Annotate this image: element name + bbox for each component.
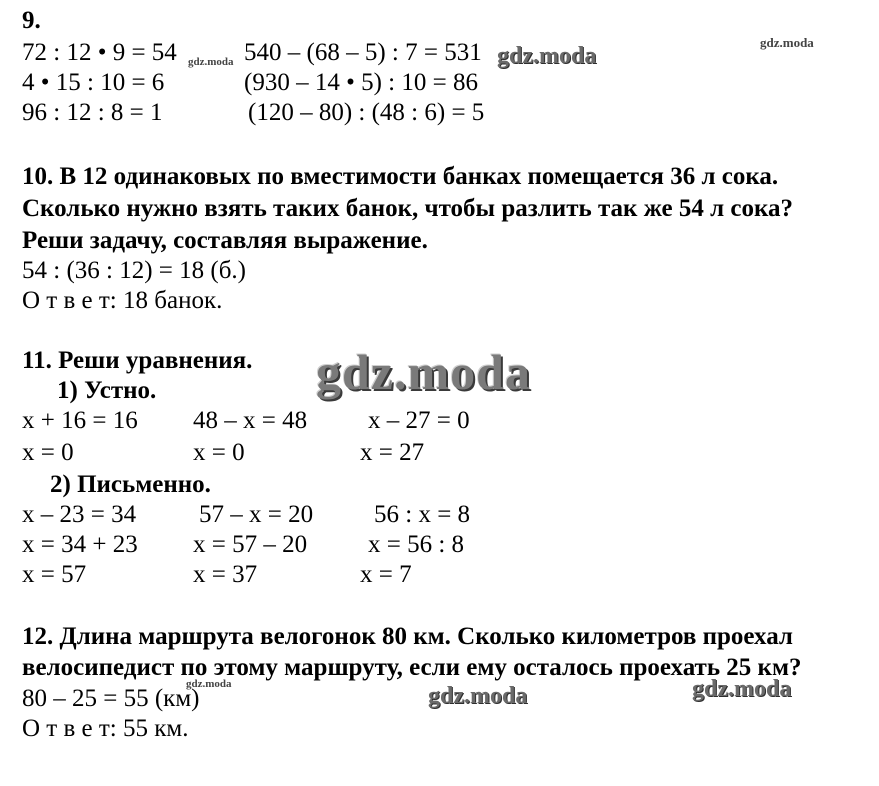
task12-question-line1: 12. Длина маршрута велогонок 80 км. Сколько километров проехал: [22, 623, 793, 650]
task11-p1-r2-c1: x = 0: [22, 439, 74, 466]
task10-question-line2: Сколько нужно взять таких банок, чтобы разлить так же 54 л сока?: [22, 195, 793, 222]
watermark-5: gdz.moda: [186, 678, 232, 690]
task11-part2-heading: 2) Письменно.: [50, 471, 211, 498]
task9-expr-1a: 72 : 12 • 9 = 54: [22, 39, 177, 66]
task9-number: 9.: [22, 7, 41, 34]
watermark-2: gdz.moda: [497, 43, 597, 69]
task11-p2-r1-c1: x – 23 = 34: [22, 501, 137, 528]
task11-p2-r3-c1: x = 57: [22, 561, 87, 588]
task12-question-line2: велосипедист по этому маршруту, если ему осталось проехать 25 км?: [22, 654, 802, 681]
task11-p2-r2-c2: x = 57 – 20: [193, 531, 308, 558]
task12-answer: О т в е т: 55 км.: [22, 715, 189, 742]
task10-answer: О т в е т: 18 банок.: [22, 287, 223, 314]
watermark-3: gdz.moda: [760, 35, 814, 50]
task11-part1-heading: 1) Устно.: [57, 377, 157, 404]
watermark-7: gdz.moda: [692, 676, 792, 702]
task11-p1-r1-c3: x – 27 = 0: [368, 407, 470, 434]
task11-p2-r2-c1: x = 34 + 23: [22, 531, 138, 558]
task11-p2-r3-c2: x = 37: [193, 561, 258, 588]
task9-expr-1b: 540 – (68 – 5) : 7 = 531: [244, 39, 482, 66]
task10-question-line3: Реши задачу, составляя выражение.: [22, 227, 428, 254]
watermark-1: gdz.moda: [188, 56, 234, 68]
task11-p1-r2-c3: x = 27: [360, 439, 425, 466]
watermark-6: gdz.moda: [428, 683, 528, 709]
task10-solution: 54 : (36 : 12) = 18 (б.): [22, 257, 247, 284]
task9-expr-2a: 4 • 15 : 10 = 6: [22, 69, 165, 96]
task11-p2-r1-c2: 57 – x = 20: [199, 501, 314, 528]
task10-question-line1: 10. В 12 одинаковых по вместимости банках помещается 36 л сока.: [22, 163, 779, 190]
task11-p2-r2-c3: x = 56 : 8: [368, 531, 465, 558]
task9-expr-3b: (120 – 80) : (48 : 6) = 5: [248, 99, 485, 126]
task11-p1-r1-c1: x + 16 = 16: [22, 407, 138, 434]
task9-expr-3a: 96 : 12 : 8 = 1: [22, 99, 163, 126]
task11-title: 11. Реши уравнения.: [22, 347, 253, 374]
watermark-4: gdz.moda: [316, 344, 531, 400]
task11-p1-r2-c2: x = 0: [193, 439, 245, 466]
task11-p1-r1-c2: 48 – x = 48: [193, 407, 308, 434]
task9-expr-2b: (930 – 14 • 5) : 10 = 86: [244, 69, 478, 96]
task12-solution: 80 – 25 = 55 (км): [22, 685, 200, 712]
task11-p2-r3-c3: x = 7: [360, 561, 412, 588]
task11-p2-r1-c3: 56 : x = 8: [374, 501, 471, 528]
